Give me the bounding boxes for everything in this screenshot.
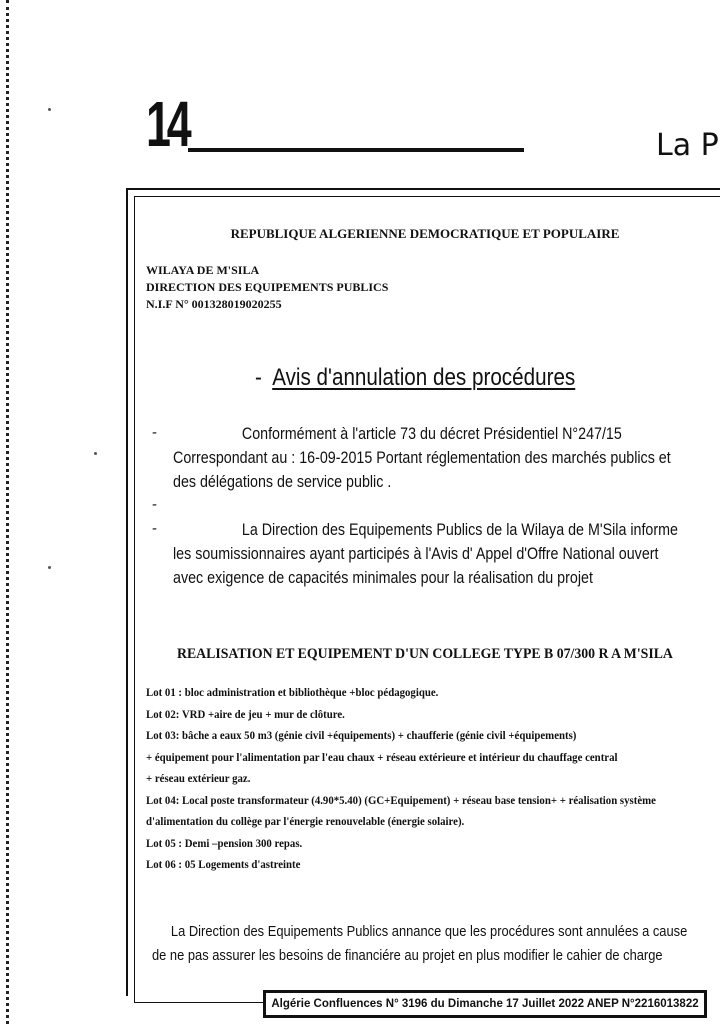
lot-line: Lot 06 : 05 Logements d'astreinte [146,859,301,871]
scan-left-edge [0,0,9,1024]
scan-speck [94,452,97,455]
paragraph-decree [173,422,671,494]
paragraph-annulation [152,920,687,968]
lot-line: Lot 04: Local poste transformateur (4.90*5.40) (GC+Equipement) + réseau base tension+ + réalisation système [146,794,656,807]
republic-heading: REPUBLIQUE ALGERIENNE DEMOCRATIQUE ET POPULAIRE [230,226,620,241]
paragraph-line: de ne pas assurer les besoins de financiére au projet en plus modifier le cahier de charge [152,947,663,964]
notice-title: Avis d'annulation des procédures [272,364,576,391]
paragraph-line: Conformément à l'article 73 du décret Présidentiel N°247/15 [241,424,622,443]
frame-bottom-rule [134,1002,264,1003]
bullet-mark: - [152,520,157,537]
paragraph-inform [173,518,678,590]
title-dash: - [255,364,262,391]
issuer-nif: N.I.F N° 001328019020255 [146,297,282,311]
paragraph-line: La Direction des Equipements Publics de la Wilaya de M'Sila informe [241,520,678,539]
notice-title-row [255,364,575,392]
journal-title: La P [656,128,719,163]
scan-speck [48,566,51,569]
scan-speck [48,108,51,111]
project-title: REALISATION ET EQUIPEMENT D'UN COLLEGE TYPE B 07/300 R A M'SILA [177,646,673,662]
paragraph-line: avec exigence de capacités minimales pour la réalisation du projet [173,568,593,587]
lot-line: Lot 03: bâche a eaux 50 m3 (génie civil +équipements) + chaufferie (génie civil +équipements) [146,730,577,742]
header-rule [188,148,524,152]
paragraph-line: les soumissionnaires ayant participés à l'Avis d' Appel d'Offre National ouvert [173,544,659,563]
paragraph-line: La Direction des Equipements Publics annance que les procédures sont annulées a cause [170,923,688,940]
bullet-mark: - [152,424,157,441]
lot-line: Lot 05 : Demi –pension 300 repas. [146,837,303,850]
lot-line: d'alimentation du collège par l'énergie renouvelable (énergie solaire). [146,816,465,828]
issuer-block [146,262,388,313]
paragraph-line: des délégations de service public . [173,472,392,491]
issuer-wilaya: WILAYA DE M'SILA [146,263,260,277]
lots-list [146,683,656,877]
paragraph-line: Correspondant au : 16-09-2015 Portant réglementation des marchés publics et [173,448,671,467]
lot-line: Lot 02: VRD +aire de jeu + mur de clôture. [146,708,345,721]
notice-inner-frame [134,196,720,1003]
bullet-mark: - [152,496,157,513]
lot-line: + équipement pour l'alimentation par l'eau chaux + réseau extérieure et intérieur du chauffage central [146,751,618,764]
page-number: 14 [146,88,188,160]
lot-line: + réseau extérieur gaz. [146,773,251,785]
issuer-direction: DIRECTION DES EQUIPEMENTS PUBLICS [146,280,389,294]
lot-line: Lot 01 : bloc administration et bibliothèque +bloc pédagogique. [146,687,439,699]
publication-footer: Algérie Confluences N° 3196 du Dimanche 17 Juillet 2022 ANEP N°2216013822 [263,990,707,1018]
